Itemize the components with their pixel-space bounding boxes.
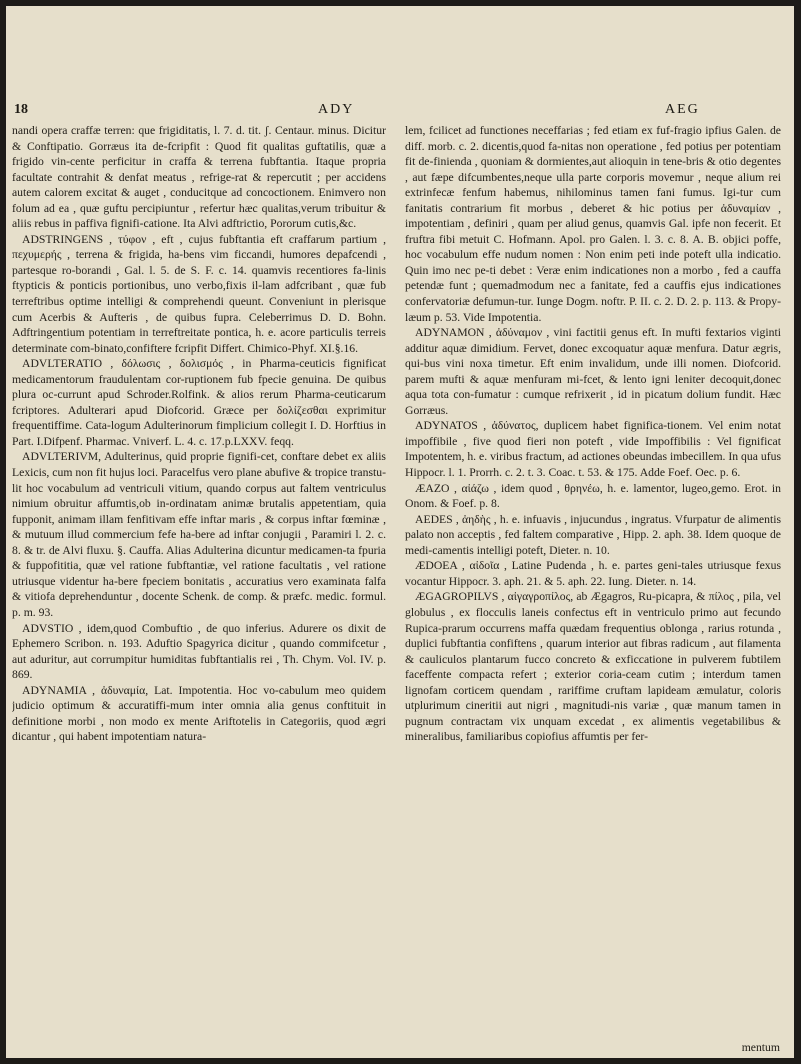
entry-paragraph: lem, fcilicet ad functiones neceffarias ; fed etiam ex fuf-fragio ipfius Galen. de diff. morb. c. 2. dicentis,quod fa-nitas non operatione , fed potius per potentiam fit de-finienda , quoniam & dormientes,aut alioquin in tene-bris & otio degentes , aut fæpe difcumbentes,neque ulla parte corporis movemur , neque alium rei extrinfecæ fenfum habemus, nihilominus tamen fani fumus. Igi-tur cum fanitatis contrarium fit morbus , deberet & hic potius per ἀδυναμίαν , impotentiam , definiri , quam per aliud genus, quamvis Gal. ipfe non fecerit. Et fruftra fibi metuit C. Hofmann. Apol. pro Galen. l. 3. c. 8. A. B. objici poffe, hoc vocabulum effe nudum nomen : Non enim peti inde poteft ulla indicatio. Quin imo nec pe-ti debet : Veræ enim indicationes non a morbo , fed a cauffa petendæ funt ; quemadmodum nec a fanitate, fed a cauffis ejus indicationes confervatoriæ defumun-tur. Iunge Dogm. noftr. P. II. c. 2. D. 2. p. 113. & Propy-læum p. 53. Vide Impotentia. — [405, 124, 781, 324]
entry-adynamon: ADYNAMON , ἀδύναμον , vini factitii genus eft. In mufti fextarios viginti additur aquæ dimidium. Fervet, donec excoquatur aquæ menfura. Datur ægris, qui-bus vini noxa timetur. Eft enim invalidum, unde illi nomen. Diofcorid. parem mufti & aquæ menfuram mi-fcet, & lento igni leniter decoquit,donec aqua tota con-fumatur : cumque refrixerit , id in picatum dolium fundit. Hæc Gorræus. — [405, 326, 781, 417]
running-head-left: ADY — [318, 102, 355, 117]
entry-adynamia: ADYNAMIA , ἀδυναμία, Lat. Impotentia. Hoc vo-cabulum meo quidem judicio optimum & accuratiffi-mum inter omnia alia genus conftituit in definitione morbi , non modo ex mente Ariftotelis in Categoriis, quod ægri dicantur , qui habent impotentiam natura- — [12, 683, 386, 744]
entry-adynatos: ADYNATOS , ἀδύνατος, duplicem habet fignifica-tionem. Vel enim notat impoffibile , five quod fieri non poteft , vide Impoffibilis : Vel fignificat Impotentem, h. e. viribus fractum, ad actiones obeundas imbecillem. In qua ufus Hippocr. l. 1. Prorrh. c. 2. t. 3. Coac. t. 53. & 175. Adde Foef. Oec. p. 6. — [405, 419, 781, 480]
entry-aedes: AEDES , ἀηδὴς , h. e. infuavis , injucundus , ingratus. Vfurpatur de alimentis palato non acceptis , fed faltem comparative , Hipp. 2. aph. 38. Idem quoque de medi-camentis intelligi poteft, Dieter. n. 10. — [405, 512, 781, 557]
entry-aeazo: ÆAZO , αἰάζω , idem quod , θρηνέω, h. e. lamentor, lugeo,gemo. Erot. in Onom. & Foef. p. 8. — [405, 481, 781, 511]
entry-adstringens: ADSTRINGENS , τύφον , eft , cujus fubftantia eft craffarum partium , πεχυμερής , terrena & frigida, ha-bens vim ficcandi, humores depafcendi , partesque ro-borandi , Gal. l. 5. de S. F. c. 14. quamvis recentiores fa-linis ftypticis & ponticis portionibus, uno verbo,fixis il-lam adfcribant , quæ fub terreftribus optime intelligi & comprehendi queunt. Conveniunt in plerisque cum Acerbis & Aufteris , de quibus fupra. Celeberrimus D. D. Bohn. Adftringentium potentiam in terreftreitate pontica, h. e. acore particulis terreis determinate com-binato,confiftere fcripfit Differt. Chimico-Phyf. XI.§.16. — [12, 232, 386, 355]
catchword: mentum — [741, 1041, 780, 1054]
entry-aegagropilus: ÆGAGROPILVS , αἰγαγροπίλος, ab Ægagros, Ru-picapra, & πίλος , pila, vel globulus , ex flocculis laneis confectus eft in ventriculo primo aut fecundo Rupica-prarum occurrens maffa quædam frequentius oblonga , rarius rotunda , duplici fubftantia confiftens , quarum interior aut fibras radicum , aut filamenta & cauliculos plantarum fucco concreto & exficcatione in pulverem fubtilem faceffente compacta refert ; exterior coria-ceam cutim ; interdum tamen lignofam corticem quendam , rariffime cruftam lapideam æmulatur, coloris utplurimum cineritii aut nigri , magnitudi-nis variæ , quæ manum tamen in pugnum contractam vix unquam excedat , ex alimentis vegetabilibus & mineralibus, familiaribus copiofius affumtis per fer- — [405, 590, 781, 744]
entry-aedoea: ÆDOEA , αἰδοῖα , Latine Pudenda , h. e. partes geni-tales utriusque fexus vocantur Hippocr. 3. aph. 21. & 5. aph. 22. Iung. Dieter. n. 14. — [405, 559, 781, 588]
book-page — [6, 6, 794, 1058]
page-number: 18 — [14, 102, 28, 117]
entry-adulterium: ADVLTERIVM, Adulterinus, quid proprie fignifi-cet, conftare debet ex aliis Lexicis, cum non fit hujus loci. Paracelfus vero plane abufive & tropice transtu-lit hoc vocabulum ad ventriculi vitium, quando corpus aut faltem ventriculus nimium obruitur affumtis,ob in-ordinatam animæ brutalis appetentiam, quia fupponit, animam illam fenfitivam effe inftar maris , & corpus inftar fœminæ , & mutuum illud commercium fefe ha-bere ad inftar conjugii , Paramiri l. 2. c. 8. & tr. de Alvi fluxu. §. Cauffa. Alias Adulterina dicuntur medicamen-ta fpuria & fuppofititia, quæ vel ratione fubftantiæ, vel ratione facultatis , vel ratione utriusque videntur ha-bere fpeciem bonitatis , accuratius vero examinata falfa & vitiofa deprehenduntur , docente Schenk. de comp. & præfc. medic. formul. p. m. 93. — [12, 450, 386, 619]
right-column — [405, 123, 781, 1053]
entry-adustio: ADVSTIO , idem,quod Combuftio , de quo inferius. Adurere os dixit de Ephemero Scribon. n. 193. Aduftio Spagyrica dicitur , quando commifcetur , aut aduritur, aut corrumpitur humiditas fubftantialis rei , Th. Chym. Vol. IV. p. 869. — [12, 621, 386, 682]
running-head-right: AEG — [665, 102, 700, 117]
entry-paragraph: nandi opera craffæ terren: que frigiditatis, l. 7. d. tit. ʃ. Centaur. minus. Dicitur & Conftipatio. Gorræus ita de-fcripfit : Quod fit qualitas guftatilis, quæ a frigido vin-cente perficitur in craffa & terrena fubftantia. Itaque propria facultate contrahit & denfat meatus , refrige-rat & repercutit ; per accidens autem calorem excitat & auget , conducitque ad concoctionem. Enimvero non folum ad ea , quæ guftu percipiuntur , refertur hæc qualitas,verum tribuitur & aliis rebus in paffiva fignifi-catione. Ita Alvi adftrictio, Pororum cutis,&c. — [12, 124, 386, 231]
page-header — [14, 102, 784, 120]
entry-adulteratio: ADVLTERATIO , δόλωσις , δολισμός , in Pharma-ceuticis fignificat medicamentorum fraudulentam cor-ruptionem fub fpecie genuina. De quibus plura oc-currunt apud Schroder.Rolfink. & alios rerum Pharma-ceuticarum fcriptores. Adulterari apud Diofcorid. Græce per δολίζεσθαι exprimitur frequentiffime. Cata-logum Adulterinorum fimplicium collegit I. D. Horftius in Part. I.Difpenf. Pharmac. Vniverf. L. 4. c. 17.p.LXXV. feqq. — [12, 357, 386, 448]
left-column — [12, 123, 386, 1053]
